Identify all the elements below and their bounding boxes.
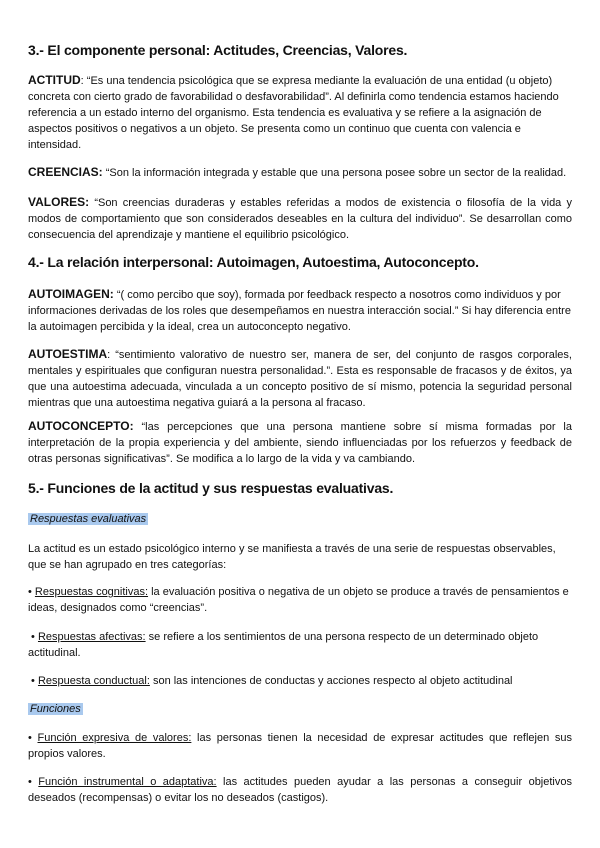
definition: “Es una tendencia psicológica que se expresa mediante la evaluación de una entidad (u objeto) concreta con cierto grado de favorabilidad o desfavorabilidad”. Al definirla como tendencia estamos haciendo referencia a un estado interno del organismo. Esta tendencia es evaluativa y se refiere a la asignación de aspectos positivos o negativos a un objeto. Se presenta como un continuo que cuenta con valencia e intensidad. [28, 75, 559, 151]
list-item-instrumental [28, 774, 572, 806]
term: AUTOCONCEPTO: [28, 419, 134, 433]
section-heading: 5.- Funciones de la actitud y sus respuestas evaluativas. [28, 480, 394, 496]
subheading-funciones [28, 701, 572, 717]
separator: : [107, 349, 116, 361]
section-heading: 3.- El componente personal: Actitudes, Creencias, Valores. [28, 42, 408, 58]
list-text: las actitudes pueden ayudar a las personas a conseguir objetivos deseados (recompensas) o evitar los no deseados (castigos). [28, 776, 572, 804]
bullet: • [28, 732, 38, 744]
paragraph-autoconcepto [28, 418, 572, 467]
section-heading: 4.- La relación interpersonal: Autoimagen, Autoestima, Autoconcepto. [28, 254, 479, 270]
list-term: Respuesta conductual: [37, 675, 150, 687]
list-term: Respuestas afectivas: [37, 631, 146, 643]
subheading-respuestas [28, 511, 572, 527]
bullet: • [28, 631, 38, 643]
list-item-conductual [28, 673, 572, 689]
paragraph-creencias [28, 164, 572, 181]
list-item-afectivas [28, 629, 572, 661]
highlighted-subheading: Funciones [30, 703, 81, 715]
list-term: Respuestas cognitivas: [34, 586, 149, 598]
definition: “sentimiento valorativo de nuestro ser, manera de ser, del conjunto de rasgos corporales, mentales y espirituales que configuran nuestra personalidad.”. Esta es responsable de fracasos y de éxitos, ya que una autoestima adecuada, vinculada a un concepto positivo de sí mismo, potencia la seguridad personal mientras que una autoestima negativa guiará a la persona al fracaso. [28, 349, 572, 409]
bullet: • [28, 675, 38, 687]
bullet: • [28, 586, 35, 598]
list-text: son las intenciones de conductas y acciones respecto al objeto actitudinal [149, 675, 513, 687]
term: CREENCIAS: [28, 165, 103, 179]
bullet: • [28, 776, 39, 788]
definition: “Son creencias duraderas y estables referidas a modos de existencia o filosofía de la vida y modos de comportamiento que son considerados deseables en la cultura del individuo”. Se desarrollan como consecuencia del aprendizaje y mantiene el equilibrio psicológico. [28, 197, 572, 241]
term: VALORES: [28, 195, 90, 209]
list-term: Función expresiva de valores: [37, 732, 192, 744]
definition: “las percepciones que una persona mantiene sobre sí misma formadas por la interpretación de la propia experiencia y del ambiente, siendo influenciadas por los refuerzos y feedback de otras personas significativas”. Se modifica a lo largo de la vida y va cambiando. [28, 421, 572, 465]
list-text: las personas tienen la necesidad de expresar actitudes que reflejen sus propios valores. [28, 732, 572, 760]
term: ACTITUD [28, 73, 81, 87]
highlighted-subheading: Respuestas evaluativas [30, 513, 147, 525]
separator: : [80, 75, 87, 87]
definition: “( como percibo que soy), formada por feedback respecto a nosotros como individuos y por informaciones derivadas de los roles que desempeñamos en nuestra interacción social.” Si hay diferencia entre la autoimagen percibida y la ideal, crea un autoconcepto negativo. [28, 289, 571, 333]
paragraph-autoimagen [28, 286, 572, 335]
term: AUTOESTIMA [28, 347, 108, 361]
definition: “Son la información integrada y estable que una persona posee sobre un sector de la realidad. [105, 167, 567, 179]
paragraph-valores [28, 194, 572, 243]
intro-paragraph: La actitud es un estado psicológico interno y se manifiesta a través de una serie de respuestas observables, que se han agrupado en tres categorías: [28, 543, 556, 571]
paragraph-actitud [28, 72, 572, 153]
list-item-expresiva [28, 730, 572, 762]
list-text: la evaluación positiva o negativa de un objeto se produce a través de pensamientos e ideas, designados como “creencias”. [28, 586, 569, 614]
paragraph-autoestima [28, 346, 572, 411]
list-text: se refiere a los sentimientos de una persona respecto de un determinado objeto actitudinal. [28, 631, 539, 659]
list-term: Función instrumental o adaptativa: [38, 776, 217, 788]
term: AUTOIMAGEN: [28, 287, 114, 301]
list-item-cognitivas [28, 584, 572, 616]
